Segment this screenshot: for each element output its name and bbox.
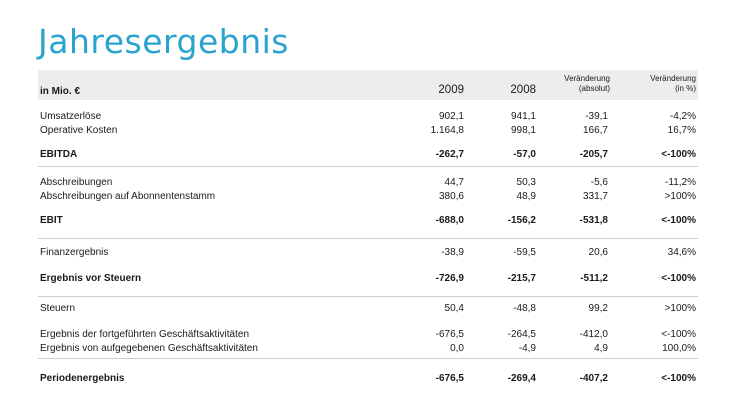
value-2009: 1.164,8 xyxy=(430,125,464,136)
value-2009: 902,1 xyxy=(438,111,464,122)
column-header-2009: 2009 xyxy=(438,84,464,96)
value-2009: 0,0 xyxy=(450,343,464,354)
table-row xyxy=(38,372,698,386)
change-percent: >100% xyxy=(664,303,696,314)
row-label: Abschreibungen xyxy=(40,177,113,188)
table-row xyxy=(38,342,698,356)
change-absolute: -511,2 xyxy=(580,273,608,284)
row-label: EBITDA xyxy=(40,149,78,160)
value-2009: 50,4 xyxy=(444,303,464,314)
row-label: Abschreibungen auf Abonnentenstamm xyxy=(40,191,216,202)
change-percent: <-100% xyxy=(661,149,696,160)
row-divider xyxy=(38,296,698,297)
row-label: Finanzergebnis xyxy=(40,247,109,258)
row-label: Ergebnis vor Steuern xyxy=(40,273,142,284)
table-row xyxy=(38,246,698,260)
column-header-change-absolute-line2: (absolut) xyxy=(578,84,610,93)
value-2008: -264,5 xyxy=(507,329,536,340)
value-2009: -688,0 xyxy=(435,215,464,226)
row-label: Ergebnis der fortgeführten Geschäftsaktivitäten xyxy=(40,329,250,340)
row-divider xyxy=(38,238,698,239)
change-absolute: -39,1 xyxy=(585,111,608,122)
column-header-change-percent xyxy=(650,74,696,94)
table-row xyxy=(38,176,698,190)
table-row xyxy=(38,110,698,124)
value-2008: -4,9 xyxy=(518,343,536,354)
change-absolute: 4,9 xyxy=(594,343,608,354)
change-absolute: 99,2 xyxy=(588,303,608,314)
column-header-change-percent-line1: Veränderung xyxy=(650,74,696,83)
row-divider xyxy=(38,358,698,359)
row-label: Periodenergebnis xyxy=(40,373,125,384)
page-title: Jahresergebnis xyxy=(38,22,289,61)
value-2009: 380,6 xyxy=(438,191,464,202)
row-label: Ergebnis von aufgegebenen Geschäftsaktivitäten xyxy=(40,343,258,354)
value-2008: -156,2 xyxy=(507,215,536,226)
change-percent: -11,2% xyxy=(665,177,696,188)
row-label: Operative Kosten xyxy=(40,125,118,136)
table-row xyxy=(38,302,698,316)
row-divider xyxy=(38,166,698,167)
change-absolute: -205,7 xyxy=(579,149,608,160)
change-percent: >100% xyxy=(664,191,696,202)
change-percent: <-100% xyxy=(661,273,696,284)
table-row xyxy=(38,124,698,138)
change-percent: <-100% xyxy=(661,215,696,226)
value-2009: -676,5 xyxy=(435,329,464,340)
value-2009: 44,7 xyxy=(444,177,464,188)
table-row xyxy=(38,328,698,342)
value-2008: -59,5 xyxy=(513,247,536,258)
table-row xyxy=(38,214,698,228)
table-row xyxy=(38,190,698,204)
change-absolute: 331,7 xyxy=(582,191,608,202)
column-header-change-absolute-line1: Veränderung xyxy=(564,74,610,83)
value-2009: -38,9 xyxy=(441,247,464,258)
change-percent: <-100% xyxy=(661,329,696,340)
value-2009: -676,5 xyxy=(435,373,464,384)
column-header-2008: 2008 xyxy=(510,84,536,96)
change-absolute: 20,6 xyxy=(588,247,608,258)
change-percent: <-100% xyxy=(661,373,696,384)
column-header-change-absolute xyxy=(564,74,610,94)
unit-label: in Mio. € xyxy=(40,86,80,97)
results-table xyxy=(38,70,698,384)
row-label: Umsatzerlöse xyxy=(40,111,102,122)
value-2008: 50,3 xyxy=(516,177,536,188)
column-header-change-percent-line2: (in %) xyxy=(675,84,696,93)
value-2008: -269,4 xyxy=(507,373,536,384)
change-absolute: -5,6 xyxy=(590,177,608,188)
change-percent: 100,0% xyxy=(662,343,696,354)
value-2008: 48,9 xyxy=(516,191,536,202)
table-row xyxy=(38,148,698,162)
change-absolute: 166,7 xyxy=(582,125,608,136)
row-label: Steuern xyxy=(40,303,76,314)
value-2009: -726,9 xyxy=(435,273,464,284)
change-absolute: -412,0 xyxy=(579,329,608,340)
change-absolute: -531,8 xyxy=(579,215,608,226)
row-label: EBIT xyxy=(40,215,63,226)
table-row xyxy=(38,272,698,286)
value-2008: -48,8 xyxy=(513,303,536,314)
change-percent: 16,7% xyxy=(667,125,696,136)
value-2008: -215,7 xyxy=(507,273,536,284)
change-percent: 34,6% xyxy=(667,247,696,258)
table-header xyxy=(38,70,698,100)
change-absolute: -407,2 xyxy=(579,373,608,384)
value-2008: 998,1 xyxy=(510,125,536,136)
value-2008: 941,1 xyxy=(510,111,536,122)
change-percent: -4,2% xyxy=(669,111,696,122)
value-2009: -262,7 xyxy=(435,149,464,160)
value-2008: -57,0 xyxy=(513,149,536,160)
